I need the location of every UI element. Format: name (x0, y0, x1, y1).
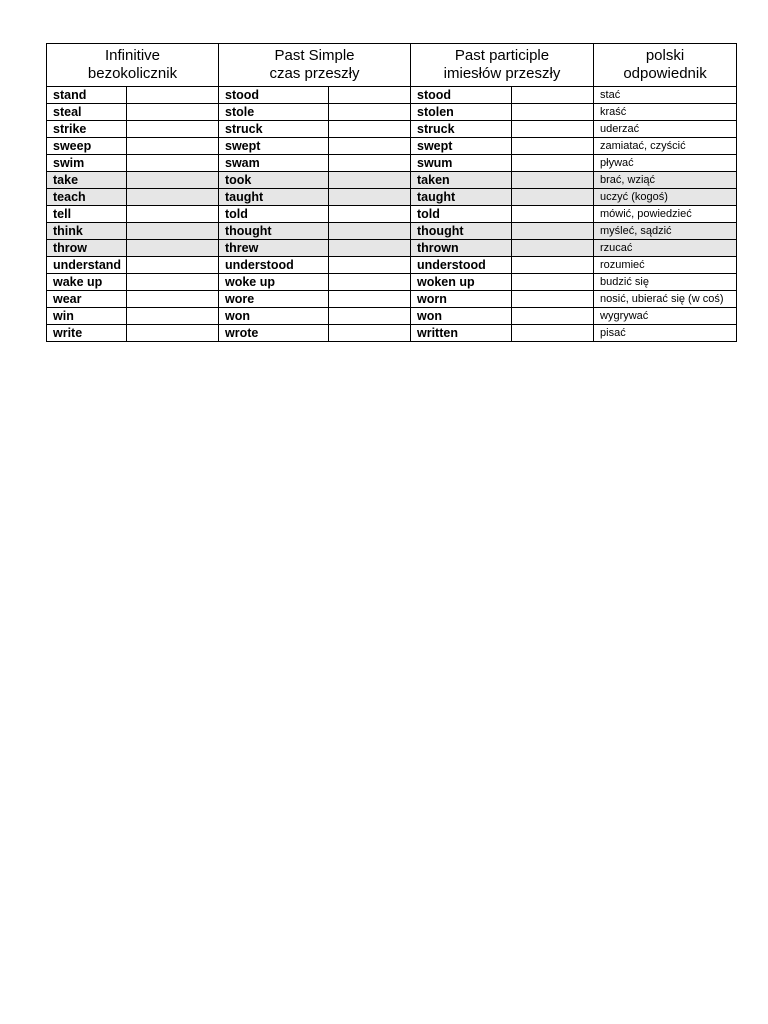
header-row (47, 44, 737, 87)
table-row (47, 274, 737, 291)
past-simple-blank-cell (329, 308, 411, 325)
past-participle-blank-cell (512, 138, 594, 155)
past-participle-cell: swum (411, 155, 512, 172)
polish-cell: budzić się (594, 274, 737, 291)
infinitive-cell: take (47, 172, 127, 189)
infinitive-blank-cell (127, 223, 219, 240)
past-participle-blank-cell (512, 274, 594, 291)
past-simple-blank-cell (329, 206, 411, 223)
past-simple-cell: stole (219, 104, 329, 121)
polish-cell: zamiatać, czyścić (594, 138, 737, 155)
polish-cell: myśleć, sądzić (594, 223, 737, 240)
past-participle-cell: woken up (411, 274, 512, 291)
past-participle-cell: swept (411, 138, 512, 155)
past-participle-blank-cell (512, 223, 594, 240)
past-simple-blank-cell (329, 87, 411, 104)
past-participle-cell: understood (411, 257, 512, 274)
past-simple-cell: wrote (219, 325, 329, 342)
past-participle-blank-cell (512, 257, 594, 274)
infinitive-cell: swim (47, 155, 127, 172)
past-simple-blank-cell (329, 257, 411, 274)
infinitive-blank-cell (127, 308, 219, 325)
header-past-participle (411, 44, 594, 87)
past-simple-cell: wore (219, 291, 329, 308)
past-participle-cell: stolen (411, 104, 512, 121)
past-simple-blank-cell (329, 172, 411, 189)
polish-cell: kraść (594, 104, 737, 121)
past-simple-blank-cell (329, 189, 411, 206)
infinitive-cell: understand (47, 257, 127, 274)
past-participle-blank-cell (512, 121, 594, 138)
table-row (47, 172, 737, 189)
infinitive-cell: stand (47, 87, 127, 104)
infinitive-blank-cell (127, 189, 219, 206)
table-row (47, 87, 737, 104)
header-past-participle-pl: imiesłów przeszły (443, 65, 561, 82)
polish-cell: uderzać (594, 121, 737, 138)
infinitive-blank-cell (127, 291, 219, 308)
past-simple-blank-cell (329, 274, 411, 291)
past-participle-blank-cell (512, 325, 594, 342)
table-row (47, 291, 737, 308)
past-simple-cell: threw (219, 240, 329, 257)
past-participle-blank-cell (512, 87, 594, 104)
header-polish-en: polski (645, 47, 685, 64)
past-participle-cell: written (411, 325, 512, 342)
past-simple-cell: woke up (219, 274, 329, 291)
past-participle-blank-cell (512, 291, 594, 308)
table-row (47, 155, 737, 172)
past-participle-cell: taught (411, 189, 512, 206)
infinitive-blank-cell (127, 87, 219, 104)
table-row (47, 189, 737, 206)
past-participle-blank-cell (512, 240, 594, 257)
header-past-simple (219, 44, 411, 87)
infinitive-blank-cell (127, 257, 219, 274)
past-simple-cell: taught (219, 189, 329, 206)
table-row (47, 240, 737, 257)
past-simple-cell: thought (219, 223, 329, 240)
header-past-simple-en: Past Simple (274, 47, 355, 64)
table-row (47, 206, 737, 223)
past-participle-blank-cell (512, 172, 594, 189)
infinitive-cell: steal (47, 104, 127, 121)
verb-rows (47, 87, 737, 342)
polish-cell: wygrywać (594, 308, 737, 325)
past-simple-cell: understood (219, 257, 329, 274)
polish-cell: pływać (594, 155, 737, 172)
table-row (47, 121, 737, 138)
past-simple-blank-cell (329, 121, 411, 138)
past-participle-cell: worn (411, 291, 512, 308)
table-row (47, 104, 737, 121)
past-simple-cell: swept (219, 138, 329, 155)
past-simple-blank-cell (329, 138, 411, 155)
infinitive-blank-cell (127, 121, 219, 138)
infinitive-cell: write (47, 325, 127, 342)
table-row (47, 223, 737, 240)
polish-cell: nosić, ubierać się (w coś) (594, 291, 737, 308)
past-simple-blank-cell (329, 223, 411, 240)
polish-cell: brać, wziąć (594, 172, 737, 189)
header-polish-pl: odpowiednik (623, 65, 707, 82)
header-past-simple-pl: czas przeszły (269, 65, 360, 82)
past-participle-blank-cell (512, 308, 594, 325)
past-simple-cell: took (219, 172, 329, 189)
past-simple-blank-cell (329, 325, 411, 342)
infinitive-blank-cell (127, 155, 219, 172)
header-polish (594, 44, 737, 87)
infinitive-cell: win (47, 308, 127, 325)
infinitive-cell: tell (47, 206, 127, 223)
infinitive-cell: wake up (47, 274, 127, 291)
header-infinitive-en: Infinitive (104, 47, 161, 64)
past-simple-blank-cell (329, 104, 411, 121)
past-participle-cell: stood (411, 87, 512, 104)
infinitive-blank-cell (127, 172, 219, 189)
table-row (47, 138, 737, 155)
past-simple-cell: swam (219, 155, 329, 172)
header-infinitive (47, 44, 219, 87)
infinitive-blank-cell (127, 206, 219, 223)
past-participle-cell: struck (411, 121, 512, 138)
past-participle-blank-cell (512, 189, 594, 206)
infinitive-cell: think (47, 223, 127, 240)
infinitive-cell: throw (47, 240, 127, 257)
past-simple-cell: told (219, 206, 329, 223)
past-participle-cell: told (411, 206, 512, 223)
infinitive-cell: sweep (47, 138, 127, 155)
table-row (47, 325, 737, 342)
polish-cell: stać (594, 87, 737, 104)
infinitive-cell: wear (47, 291, 127, 308)
past-simple-blank-cell (329, 291, 411, 308)
past-simple-cell: stood (219, 87, 329, 104)
infinitive-blank-cell (127, 138, 219, 155)
past-participle-blank-cell (512, 155, 594, 172)
past-participle-cell: won (411, 308, 512, 325)
irregular-verbs-table (46, 43, 737, 342)
header-past-participle-en: Past participle (454, 47, 550, 64)
past-participle-blank-cell (512, 104, 594, 121)
infinitive-cell: teach (47, 189, 127, 206)
polish-cell: uczyć (kogoś) (594, 189, 737, 206)
polish-cell: pisać (594, 325, 737, 342)
past-simple-cell: struck (219, 121, 329, 138)
infinitive-blank-cell (127, 325, 219, 342)
infinitive-blank-cell (127, 240, 219, 257)
past-participle-cell: thought (411, 223, 512, 240)
polish-cell: mówić, powiedzieć (594, 206, 737, 223)
past-simple-blank-cell (329, 155, 411, 172)
table-row (47, 257, 737, 274)
infinitive-cell: strike (47, 121, 127, 138)
polish-cell: rozumieć (594, 257, 737, 274)
past-participle-blank-cell (512, 206, 594, 223)
header-infinitive-pl: bezokolicznik (87, 65, 178, 82)
infinitive-blank-cell (127, 274, 219, 291)
past-simple-blank-cell (329, 240, 411, 257)
polish-cell: rzucać (594, 240, 737, 257)
past-participle-cell: taken (411, 172, 512, 189)
past-participle-cell: thrown (411, 240, 512, 257)
table-row (47, 308, 737, 325)
past-simple-cell: won (219, 308, 329, 325)
infinitive-blank-cell (127, 104, 219, 121)
